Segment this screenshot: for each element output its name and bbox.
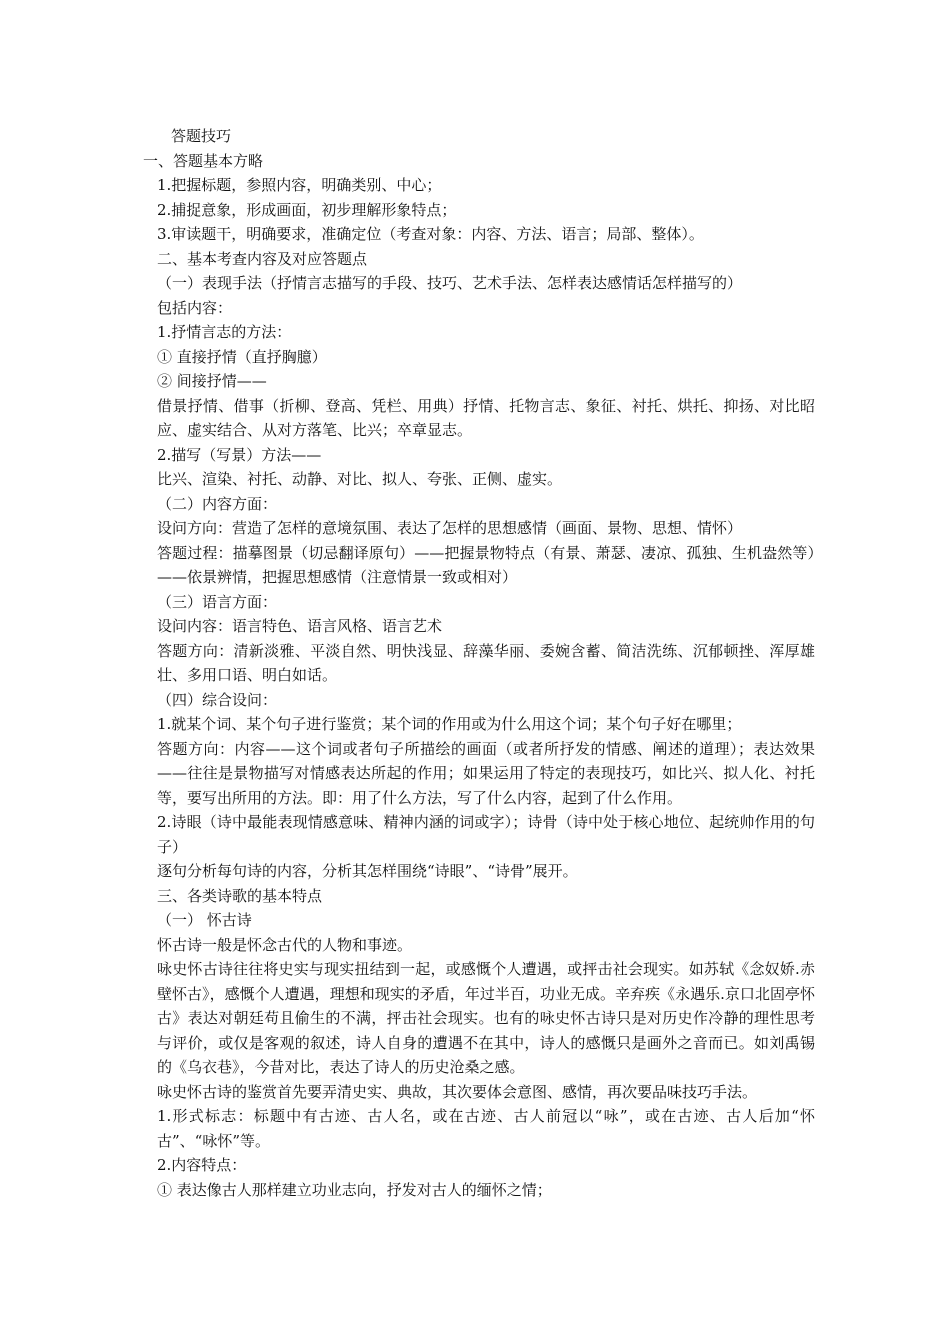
paragraph: 2.诗眼（诗中最能表现情感意味、精神内涵的词或字）；诗骨（诗中处于核心地位、起统帅作用的句子）: [157, 813, 815, 856]
paragraph: 1.把握标题，参照内容，明确类别、中心；: [157, 176, 442, 194]
paragraph: ① 表达像古人那样建立功业志向，抒发对古人的缅怀之情；: [157, 1180, 552, 1199]
paragraph: 怀古诗一般是怀念古代的人物和事迹。: [157, 935, 413, 954]
paragraph: 设问内容：语言特色、语言风格、语言艺术: [157, 617, 443, 635]
paragraph: 包括内容：: [157, 298, 233, 317]
paragraph: 答题方向：内容——这个词或者句子所描绘的画面（或者所抒发的情感、阐述的道理）；表达效果——往往是景物描写对情感表达所起的作用；如果运用了特定的表现技巧，如比兴、拟人化、衬托等，要写出所用的方法。即：用了什么方法，写了什么内容，起到了什么作用。: [157, 739, 815, 807]
paragraph: 1.形式标志：标题中有古迹、古人名，或在古迹、古人前冠以“咏”，或在古迹、古人后加“怀古”、“咏怀”等。: [157, 1107, 815, 1150]
paragraph: 逐句分析每句诗的内容，分析其怎样围绕“诗眼”、“诗骨”展开。: [157, 862, 578, 880]
paragraph: 2.内容特点：: [157, 1156, 247, 1174]
paragraph: ① 直接抒情（直抒胸臆）: [157, 347, 327, 366]
document-body: [143, 124, 815, 1202]
paragraph: 2.捕捉意象，形成画面，初步理解形象特点；: [157, 200, 457, 219]
paragraph: 2.描写（写景）方法——: [157, 445, 322, 464]
paragraph: 咏史怀古诗往往将史实与现实扭结到一起，或感慨个人遭遇，或抨击社会现实。如苏轼《念奴娇.赤壁怀古》，感慨个人遭遇，理想和现实的矛盾，年过半百，功业无成。辛弃疾《永遇乐.京口北固亭怀古》表达对朝廷苟且偷生的不满，抨击社会现实。也有的咏史怀古诗只是对历史作冷静的理性思考与评价，或仅是客观的叙述，诗人自身的遭遇不在其中，诗人的感慨只是画外之音而已。如刘禹锡的《乌衣巷》，今昔对比，表达了诗人的历史沧桑之感。: [157, 960, 815, 1076]
paragraph: 二、基本考查内容及对应答题点: [157, 249, 368, 268]
paragraph: 答题过程：描摹图景（切忌翻译原句）——把握景物特点（有景、萧瑟、凄凉、孤独、生机盎然等）——依景辨情，把握思想感情（注意情景一致或相对）: [157, 543, 815, 586]
paragraph: （一） 怀古诗: [157, 911, 252, 929]
paragraph: 1.抒情言志的方法：: [157, 323, 292, 341]
paragraph: 3.审读题干，明确要求，准确定位（考查对象：内容、方法、语言；局部、整体）。: [157, 225, 704, 243]
document-title: 答题技巧: [171, 127, 232, 145]
paragraph: 咏史怀古诗的鉴赏首先要弄清史实、典故，其次要体会意图、感情，再次要品味技巧手法。: [157, 1082, 758, 1101]
paragraph: 设问方向：营造了怎样的意境氛围、表达了怎样的思想感情（画面、景物、思想、情怀）: [157, 519, 743, 537]
paragraph: 1.就某个词、某个句子进行鉴赏；某个词的作用或为什么用这个词；某个句子好在哪里；: [157, 715, 742, 733]
paragraph: 三、各类诗歌的基本特点: [157, 886, 323, 905]
paragraph: 答题方向：清新淡雅、平淡自然、明快浅显、辞藻华丽、委婉含蓄、简洁洗练、沉郁顿挫、浑厚雄壮、多用口语、明白如话。: [157, 641, 815, 684]
paragraph: （四）综合设问：: [157, 690, 278, 709]
paragraph: ② 间接抒情——: [157, 372, 267, 390]
paragraph: （一）表现手法（抒情言志描写的手段、技巧、艺术手法、怎样表达感情话怎样描写的）: [157, 274, 743, 292]
paragraph: 比兴、渲染、衬托、动静、对比、拟人、夸张、正侧、虚实。: [157, 470, 563, 488]
paragraph: 一、答题基本方略: [143, 151, 264, 170]
paragraph: （三）语言方面：: [157, 592, 278, 611]
paragraph: 借景抒情、借事（折柳、登高、凭栏、用典）抒情、托物言志、象征、衬托、烘托、抑扬、对比昭应、虚实结合、从对方落笔、比兴；卒章显志。: [157, 396, 815, 439]
paragraph: （二）内容方面：: [157, 494, 278, 513]
